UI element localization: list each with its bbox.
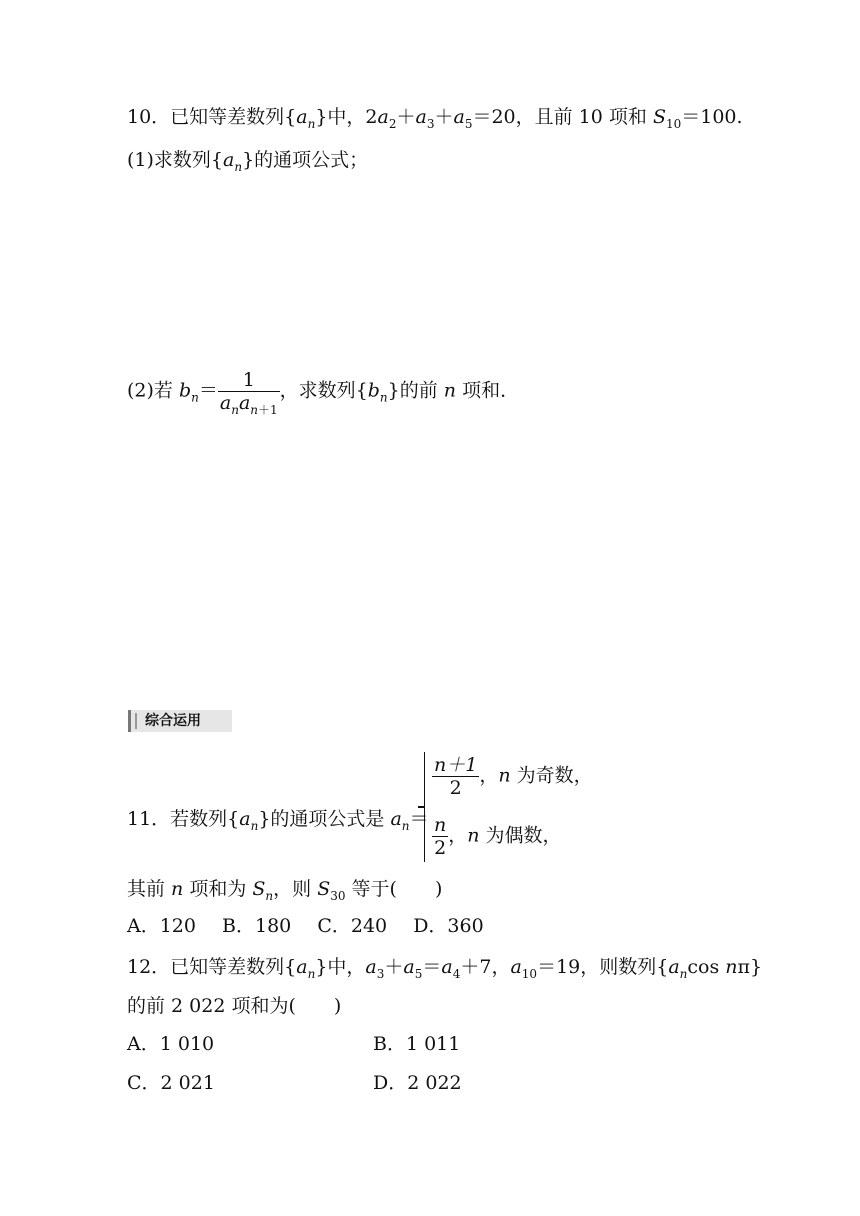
q12-stem: 12．已知等差数列$\{a_n\}$中，$a_3+a_5=a_4+7$，$a_{10}=19$，则数列{$a_n\cos$ nπ} (127, 956, 763, 981)
q11-option-d: D．360 (413, 915, 484, 937)
q12-option-a: A．1 010 (127, 1033, 215, 1055)
q10-part2: (2)若 $b_n=$ $\frac{1}{a_na_{n+1}}$ ，求数列$\{b_n\}$的前 n 项和． (127, 369, 520, 417)
section-badge: 综合运用 (128, 710, 232, 732)
q11-stem: 11．若数列$\{a_n\}$的通项公式是 $a_n=$ (127, 808, 429, 833)
q11-line2: 其前 n 项和为 $S_n$，则 $S_{30}$ 等于( ) (127, 878, 443, 903)
q12-option-d: D．2 022 (373, 1072, 462, 1094)
q10-fraction: $\frac{1}{a_na_{n+1}}$ (219, 369, 278, 417)
q11-options (127, 913, 484, 939)
q12-option-c: C．2 021 (127, 1072, 215, 1094)
q11-option-a: A．120 (127, 915, 196, 937)
q11-case-odd: $\frac{n+1}{2}$ ，n 为奇数， (434, 754, 593, 799)
q10-stem: 10．已知等差数列$\{a_n\}$中，$2a_2+a_3+a_5=20$，且前 10 项和 $S_{10}=100$. (127, 106, 743, 131)
q10-part1: (1)求数列$\{a_n\}$的通项公式； (127, 149, 369, 174)
q12-option-b: B．1 011 (373, 1033, 461, 1055)
q11-case-even: $\frac{n}{2}$ ，n 为偶数， (434, 814, 562, 859)
q12-line2: 的前 2 022 项和为( ) (127, 995, 342, 1017)
q11-option-c: C．240 (317, 915, 388, 937)
q11-option-b: B．180 (222, 915, 292, 937)
